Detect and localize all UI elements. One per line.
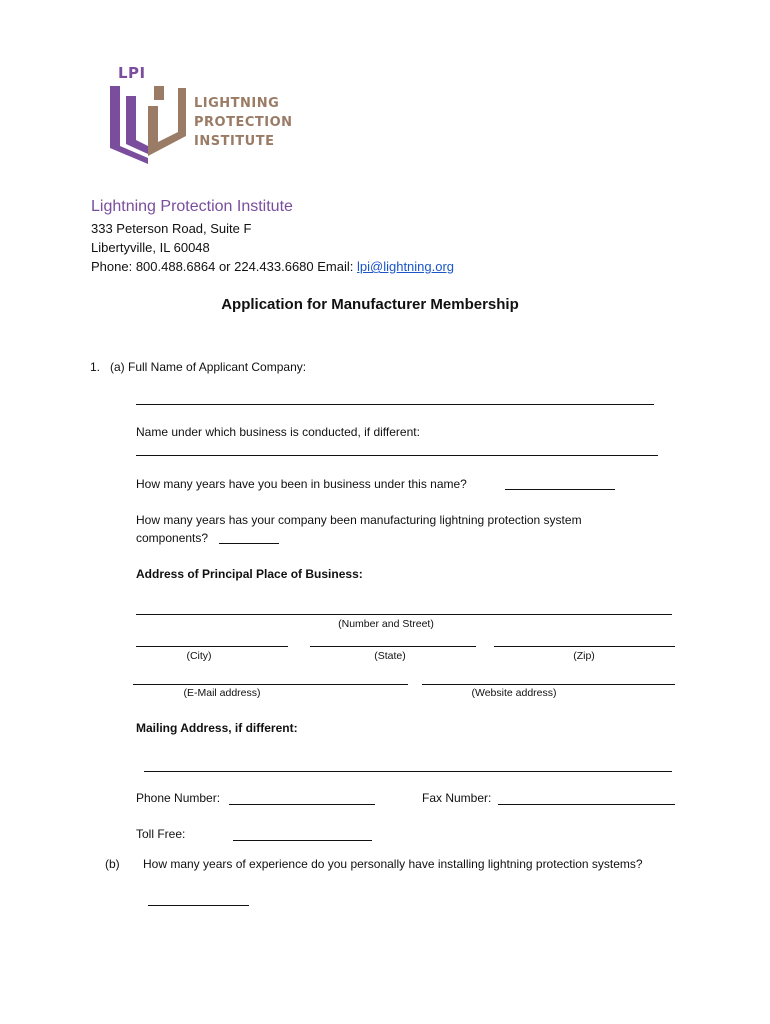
q1b-label: How many years of experience do you personally have installing lightning protection systems? (143, 857, 643, 871)
years-manufacturing-field[interactable] (219, 543, 279, 544)
caption-state: (State) (374, 650, 406, 662)
city-field[interactable] (136, 646, 288, 647)
street-field[interactable] (136, 614, 672, 615)
address-line-1: 333 Peterson Road, Suite F (91, 221, 252, 236)
zip-field[interactable] (494, 646, 675, 647)
website-field[interactable] (422, 684, 675, 685)
tollfree-field[interactable] (233, 840, 372, 841)
q1-number: 1. (90, 360, 101, 374)
mailing-address-field[interactable] (144, 771, 672, 772)
business-name-label: Name under which business is conducted, if different: (136, 425, 420, 439)
mailing-heading: Mailing Address, if different: (136, 721, 298, 735)
company-name-field[interactable] (136, 404, 654, 405)
contact-prefix: Phone: 800.488.6864 or 224.433.6680 Email: (91, 259, 357, 274)
phone-label: Phone Number: (136, 791, 221, 805)
years-manufacturing-label-1: How many years has your company been manufacturing lightning protection system (136, 513, 582, 527)
caption-email: (E-Mail address) (183, 687, 261, 699)
address-line-2: Libertyville, IL 60048 (91, 240, 210, 255)
state-field[interactable] (310, 646, 476, 647)
caption-street: (Number and Street) (338, 618, 434, 630)
tollfree-label: Toll Free: (136, 827, 186, 841)
principal-address-heading: Address of Principal Place of Business: (136, 567, 363, 581)
org-name: Lightning Protection Institute (91, 198, 293, 215)
caption-website: (Website address) (471, 687, 557, 699)
caption-zip: (Zip) (573, 650, 595, 662)
lpi-logo-icon (108, 84, 188, 166)
email-link[interactable]: lpi@lightning.org (357, 259, 455, 274)
years-manufacturing-label-2: components? (136, 531, 209, 545)
logo-line-1: LIGHTNING (194, 96, 280, 111)
years-business-label: How many years have you been in business under this name? (136, 477, 467, 491)
logo-line-3: INSTITUTE (194, 134, 275, 149)
logo-line-2: PROTECTION (194, 115, 293, 130)
q1a-label: (a) Full Name of Applicant Company: (110, 360, 307, 374)
fax-field[interactable] (498, 804, 675, 805)
caption-city: (City) (186, 650, 212, 662)
form-title: Application for Manufacturer Membership (221, 296, 519, 313)
business-name-field[interactable] (136, 455, 658, 456)
q1b-marker: (b) (105, 857, 120, 871)
phone-field[interactable] (229, 804, 375, 805)
experience-years-field[interactable] (148, 905, 249, 906)
logo-wordmark (194, 94, 293, 151)
fax-label: Fax Number: (422, 791, 492, 805)
years-business-field[interactable] (505, 489, 615, 490)
email-field[interactable] (133, 684, 408, 685)
contact-line (91, 257, 454, 276)
logo-brand-short: LPI (118, 64, 146, 82)
